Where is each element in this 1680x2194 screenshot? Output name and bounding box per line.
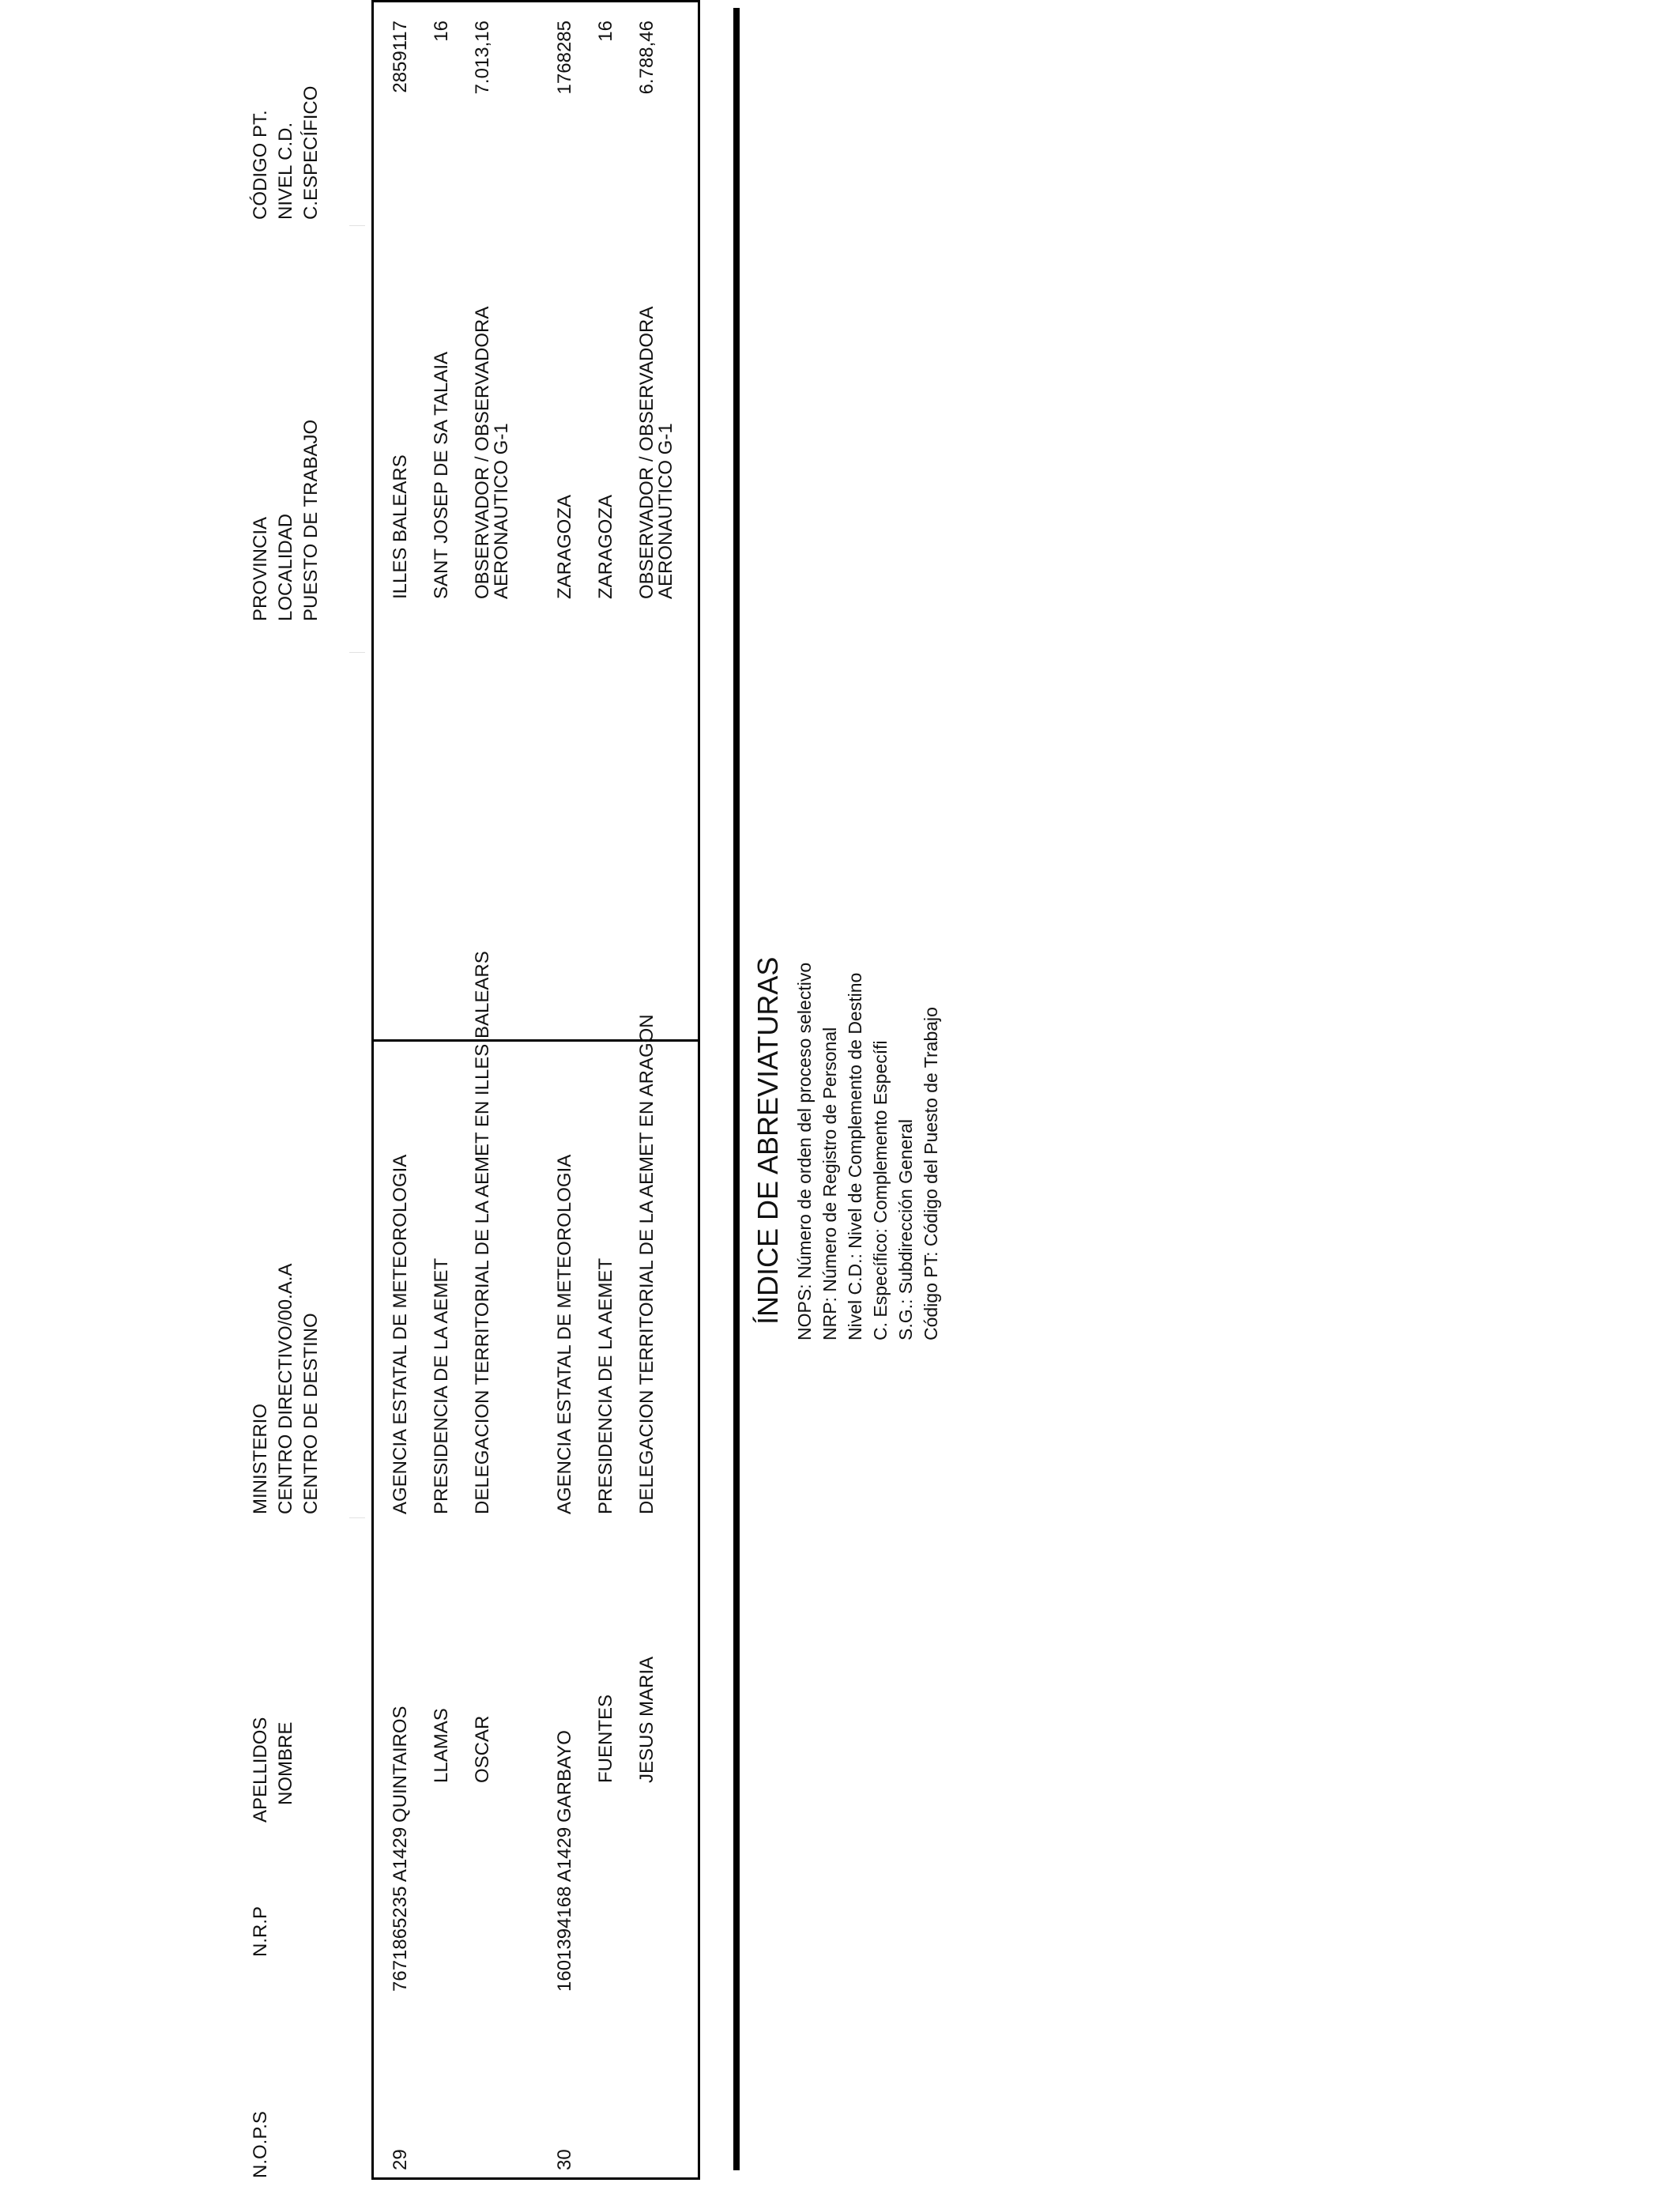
index-item: S.G.: Subdirección General — [895, 1119, 916, 1340]
row-ministerio: AGENCIA ESTATAL DE METEOROLOGIA — [554, 1154, 575, 1514]
row-apellido2: LLAMAS — [431, 1708, 452, 1783]
index-item: NOPS: Número de orden del proceso selectivo — [794, 962, 815, 1340]
row-puesto-1: OBSERVADOR / OBSERVADORA — [636, 306, 657, 599]
separator-rule — [733, 8, 740, 2170]
row-ministerio: AGENCIA ESTATAL DE METEOROLOGIA — [390, 1154, 411, 1514]
row-centro-destino: DELEGACION TERRITORIAL DE LA AEMET EN ILLES BALEARS — [472, 951, 493, 1514]
row-apellido1: QUINTAIROS — [390, 1706, 411, 1823]
row-nops: 29 — [390, 2149, 411, 2170]
header-nrp: N.R.P — [250, 1906, 271, 1957]
header-provincia: PROVINCIA LOCALIDAD PUESTO DE TRABAJO — [250, 419, 322, 621]
row-localidad: SANT JOSEP DE SA TALAIA — [431, 351, 452, 599]
index-item: Nivel C.D.: Nivel de Complemento de Destino — [845, 972, 865, 1340]
header-separator — [349, 225, 365, 226]
row-localidad: ZARAGOZA — [595, 494, 616, 599]
row-provincia: ILLES BALEARS — [390, 454, 411, 599]
row-centro-directivo: PRESIDENCIA DE LA AEMET — [431, 1257, 452, 1514]
row-puesto-2: AERONAUTICO G-1 — [655, 423, 676, 599]
row-nrp: 7671865235 A1429 — [390, 1826, 411, 1992]
row-puesto-1: OBSERVADOR / OBSERVADORA — [472, 306, 493, 599]
header-ministerio: MINISTERIO CENTRO DIRECTIVO/00.A.A CENTRO DE DESTINO — [250, 1263, 322, 1514]
row-nombre: OSCAR — [472, 1715, 493, 1783]
row-c-especifico: 7.013,16 — [472, 21, 493, 95]
index-list — [792, 963, 944, 1340]
row-centro-destino: DELEGACION TERRITORIAL DE LA AEMET EN ARAGON — [636, 1014, 657, 1514]
header-codigo: CÓDIGO PT. NIVEL C.D. C.ESPECÍFICO — [250, 85, 322, 220]
row-apellido2: FUENTES — [595, 1694, 616, 1783]
header-nops: N.O.P.S — [250, 2111, 271, 2178]
row-nombre: JESUS MARIA — [636, 1656, 657, 1783]
row-codigo-pt: 2859117 — [390, 21, 411, 93]
row-nivel-cd: 16 — [431, 21, 452, 42]
header-apellidos: APELLIDOS NOMBRE — [250, 1717, 296, 1823]
row-c-especifico: 6.788,46 — [636, 21, 657, 95]
row-apellido1: GARBAYO — [554, 1730, 575, 1823]
index-item: NRP: Número de Registro de Personal — [819, 1027, 840, 1340]
row-puesto-2: AERONAUTICO G-1 — [491, 423, 512, 599]
row-nrp: 1601394168 A1429 — [554, 1826, 575, 1992]
header-separator — [349, 652, 365, 653]
header-separator — [349, 1517, 365, 1518]
row-provincia: ZARAGOZA — [554, 494, 575, 599]
row-nivel-cd: 16 — [595, 21, 616, 42]
row-codigo-pt: 1768285 — [554, 21, 575, 95]
index-item: Código PT: Código del Puesto de Trabajo — [921, 1007, 941, 1340]
row-nops: 30 — [554, 2149, 575, 2170]
index-title: ÍNDICE DE ABREVIATURAS — [751, 956, 784, 1325]
index-item: C. Específico: Complemento Específi — [870, 1040, 891, 1340]
row-centro-directivo: PRESIDENCIA DE LA AEMET — [595, 1257, 616, 1514]
